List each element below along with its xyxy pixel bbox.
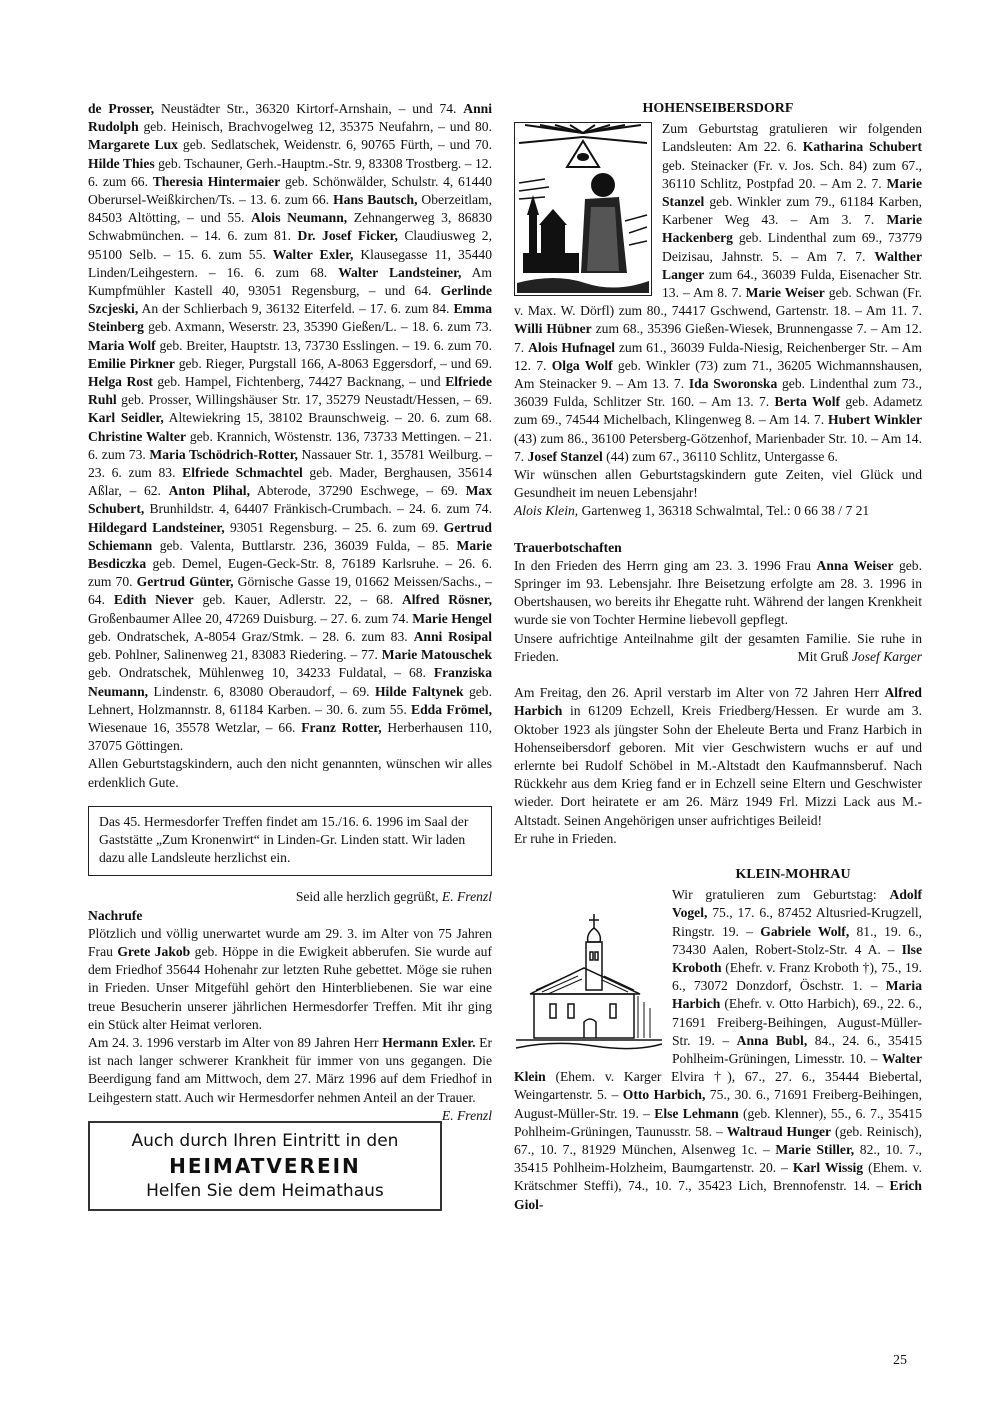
promo-line-2: HEIMATVEREIN xyxy=(169,1153,361,1178)
trauer-greeting-text: Mit Gruß xyxy=(797,648,849,664)
left-column xyxy=(88,100,492,1211)
meeting-notice-box xyxy=(88,806,492,877)
promo-line-1: Auch durch Ihren Eintritt in den xyxy=(131,1130,399,1151)
greeting-signature: E. Frenzl xyxy=(441,889,492,905)
trauer-sympathy-text: Unsere aufrichtige Anteilnahme gilt der gesamten Familie. Sie ruhe in Frieden. xyxy=(514,630,922,664)
obituary-grete-jakob: Plötzlich und völlig unerwartet wurde am 29. 3. im Alter von 75 Jahren Frau Grete Jakob geb. Höppe in die Ewigkeit abberufen. Sie wurde auf dem Friedhof 35644 Hohenahr zur letzten Ruhe gebettet. Möge sie ruhen in Frieden. Unser Mitgefühl gehört den Hinterbliebenen. Sie war eine treue Besucherin unserer jährlichen Hermesdorfer Treffen. Mit ihr ging ein Stück alter Heimat verloren. xyxy=(88,925,492,1032)
obituary-harbich-closing: Er ruhe in Frieden. xyxy=(514,830,617,846)
obituary-hermann-exler xyxy=(88,1034,493,1123)
birthday-closing: Allen Geburtstagskindern, auch den nicht genannten, wünschen wir alles erdenklich Gute. xyxy=(88,756,492,790)
church-illustration xyxy=(514,912,664,1052)
obituary-signature: E. Frenzl xyxy=(441,1107,492,1123)
obituary-hermann-exler-text: Am 24. 3. 1996 verstarb im Alter von 89 Jahren Herr Hermann Exler. Er ist nach langer schwerer Krankheit für immer von uns gegangen. Die Beerdigung fand am Mittwoch, dem 27. März 1996 auf dem Friedhof in Leihgestern statt. Auch wir Hermesdorfer nehmen Anteil an der Trauer. xyxy=(88,1034,493,1105)
hohenseibersdorf-signature xyxy=(514,502,922,520)
birthday-list: de Prosser, Neustädter Str., 36320 Kirtorf-Arnshain, – und 74. Anni Rudolph geb. Heinisch, Brachvogelweg 12, 35375 Neufahrn, – und 80. Margarete Lux geb. Sedlatschek, Weidenstr. 6, 90765 Fürth, – und 70. Hilde Thies geb. Tschauner, Gerh.-Hauptm.-Str. 9, 83308 Trostberg. – 12. 6. zum 66. Theresia Hintermaier geb. Schönwälder, Schulstr. 4, 61440 Oberursel-Weißkirchen/Ts. – 13. 6. zum 66. Hans Bautsch, Oberzeitlam, 84503 Altötting, – und 55. Alois Neumann, Zehnangerweg 3, 86830 Schwabmünchen. – 14. 6. zum 81. Dr. Josef Ficker, Claudiusweg 2, 95100 Selb. – 15. 6. zum 55. Walter Exler, Klausegasse 11, 35440 Linden/Leihgestern. – 16. 6. zum 68. Walter Landsteiner, Am Kumpfmühler Kastell 40, 93051 Regensburg, – und 64. Gerlinde Szcjeski, An der Schlierbach 9, 36132 Eiterfeld. – 17. 6. zum 84. Emma Steinberg geb. Axmann, Weserstr. 23, 35390 Gießen/L. – 18. 6. zum 73. Maria Wolf geb. Breiter, Hauptstr. 13, 73730 Esslingen. – 19. 6. zum 70. Emilie Pirkner geb. Rieger, Purgstall 166, A-8063 Eggersdorf, – und 69. Helga Rost geb. Hampel, Fichtenberg, 74427 Backnang, – und Elfriede Ruhl geb. Prosser, Willingshäuser Str. 17, 35279 Neustadt/Hessen, – 69. Karl Seidler, Altewiekring 15, 38102 Braunschweig. – 20. 6. zum 68. Christine Walter geb. Krannich, Wöstenstr. 136, 73733 Mettingen. – 21. 6. zum 73. Maria Tschödrich-Rotter, Nassauer Str. 1, 35781 Weilburg. – 23. 6. zum 83. Elfriede Schmachtel geb. Mader, Berghausen, 35614 Aßlar, – 62. Anton Plihal, Abterode, 37290 Eschwege, – 69. Max Schubert, Brunhildstr. 4, 64407 Fränkisch-Crumbach. – 24. 6. zum 74. Hildegard Landsteiner, 93051 Regensburg. – 25. 6. zum 69. Gertrud Schiemann geb. Valenta, Buttlarstr. 236, 36039 Fulda, – 85. Marie Besdiczka geb. Demel, Eugen-Geck-Str. 8, 76189 Karlsruhe. – 26. 6. zum 70. Gertrud Günter, Görnische Gasse 19, 01662 Meissen/Sachs., – 64. Edith Niever geb. Kauer, Adlerstr. 22, – 68. Alfred Rösner, Großenbaumer Allee 20, 47269 Duisburg. – 27. 6. zum 74. Marie Hengel geb. Ondratschek, A-8054 Graz/Stmk. – 28. 6. zum 83. Anni Rosipal geb. Pohlner, Salinenweg 21, 83083 Riedering. – 77. Marie Matouschek geb. Ondratschek, Mühlenweg 10, 34233 Fuldatal, – 68. Franziska Neumann, Lindenstr. 6, 83080 Oberaudorf, – 69. Hilde Faltynek geb. Lehnert, Holzmannstr. 8, 61184 Karben. – 30. 6. zum 55. Edda Frömel, Wiesenaue 16, 35578 Wetzlar, – 66. Franz Rotter, Herberhausen 110, 37075 Göttingen. xyxy=(88,101,493,754)
signature-address: Gartenweg 1, 36318 Schwalmtal, Tel.: 0 66 38 / 7 21 xyxy=(581,503,870,519)
hohenseibersdorf-wishes: Wir wünschen allen Geburtstagskindern gute Zeiten, viel Glück und Gesundheit im neuen Lebensjahr! xyxy=(514,467,922,501)
hohenseibersdorf-birthdays: Zum Geburtstag gratulieren wir folgenden Landsleuten: Am 22. 6. Katharina Schubert geb. Steinacker (Fr. v. Jos. Sch. 84) zum 67., 36110 Schlitz, Postpfad 20. – Am 2. 7. Marie Stanzel geb. Winkler zum 79., 61184 Karben, Karbener Weg 43. – Am 3. 7. Marie Hackenberg geb. Lindenthal zum 69., 73779 Deizisau, Jahnstr. 5. – Am 7. 7. Walther Langer zum 64., 36039 Fulda, Eisenacher Str. 13. – Am 8. 7. Marie Weiser geb. Schwan (Fr. v. Max. W. Dörfl) zum 80., 74417 Gschwend, Gartenstr. 18. – Am 11. 7. Willi Hübner zum 68., 35396 Gießen-Wiesek, Brunnengasse 7. – Am 12. 7. Alois Hufnagel zum 61., 36039 Fulda-Niesig, Reichenberger Str. – Am 12. 7. Olga Wolf geb. Winkler (73) zum 71., 36205 Wichmannshausen, Am Steinacker 9. – Am 13. 7. Ida Sworonska geb. Lindenthal zum 73., 36039 Fulda, Schlitzer Str. 160. – Am 13. 7. Berta Wolf geb. Adametz zum 69., 74544 Michelbach, Klingenweg 8. – Am 14. 7. Hubert Winkler (43) zum 86., 36100 Petersberg-Götzenhof, Marienbader Str. 10. – Am 14. 7. Josef Stanzel (44) zum 67., 36110 Schlitz, Untergasse 6. xyxy=(514,121,923,464)
klein-mohrau-birthdays: Wir gratulieren zum Geburtstag: Adolf Vogel, 75., 17. 6., 87452 Altusried-Krugzell, Ringstr. 19. – Gabriele Wolf, 81., 19. 6., 73430 Aalen, Robert-Stolz-Str. 4 A. – Ilse Kroboth (Ehefr. v. Franz Kroboth †), 75., 19. 6., 73072 Donzdorf, Öschstr. 1. – Maria Harbich (Ehefr. v. Otto Harbich), 69., 22. 6., 71691 Freiberg-Beihingen, August-Müller-Str. 19. – Anna Bubl, 84., 24. 6., 35415 Pohlheim-Grüningen, Limesstr. 10. – Walter Klein (Ehem. v. Karger Elvira †), 67., 27. 6., 35444 Biebertal, Weingartenstr. 5. – Otto Harbich, 75., 30. 6., 71691 Freiberg-Beihingen, August-Müller-Str. 19. – Else Lehmann (geb. Klenner), 55., 6. 7., 35415 Pohlheim-Grüningen, Taunusstr. 58. – Waltraud Hunger (geb. Reinisch), 67., 10. 7., 81929 München, Alsenweg 1c. – Marie Stiller, 82., 10. 7., 35415 Pohlheim-Holzheim, Baumgartenstr. 20. – Karl Wissig (Ehem. v. Krätschmer Steffi), 74., 10. 7., 35423 Lich, Brennofenstr. 14. – Erich Giol- xyxy=(514,887,923,1212)
right-column xyxy=(514,100,922,1214)
trauer-anna-weiser: In den Frieden des Herrn ging am 23. 3. 1996 Frau Anna Weiser geb. Springer im 93. Lebensjahr. Ihre Beisetzung erfolgte am 28. 3. 1996 in Obertshausen, wo bereits ihr Ehegatte ruht. Während der langen Krenkheit wurde sie von Tochter Hermine liebevoll gepflegt. xyxy=(514,557,922,628)
heimatverein-promo-box xyxy=(88,1121,442,1211)
obituary-alfred-harbich: Am Freitag, den 26. April verstarb im Alter von 72 Jahren Herr Alfred Harbich in 61209 Echzell, Kreis Friedberg/Hessen. Er wurde am 3. Oktober 1923 als jüngster Sohn der Eheleute Berta und Franz Harbich in Hohenseibersdorf geboren. Mit vier Geschwistern wuchs er auf und erlernte bei Rudolf Schöbel in M.-Altstadt den Kaufmannsberuf. Nach Rückkehr aus dem Krieg fand er in Echzell seine Eltern und Geschwister wieder. Dort heiratete er am 26. März 1949 Frl. Mizzi Lack aus M.-Altstadt. Seinen Angehörigen unser aufrichtiges Beileid! xyxy=(514,685,922,828)
page-number: 25 xyxy=(893,1353,907,1368)
obituaries-heading: Nachrufe xyxy=(88,907,143,923)
greeting-text: Seid alle herzlich gegrüßt, xyxy=(295,889,439,905)
promo-line-3: Helfen Sie dem Heimathaus xyxy=(146,1180,384,1201)
meeting-notice-text: Das 45. Hermesdorfer Treffen findet am 15./16. 6. 1996 im Saal der Gaststätte „Zum Kronenwirt“ in Linden-Gr. Linden statt. Wir laden dazu alle Landsleute herzlichst ein. xyxy=(99,813,469,866)
signature-name: Alois Klein, xyxy=(514,503,579,519)
trauer-sympathy xyxy=(514,630,922,666)
trauer-heading: Trauerbotschaften xyxy=(514,539,622,555)
greeting-line xyxy=(88,888,492,906)
klein-mohrau-heading: KLEIN-MOHRAU xyxy=(735,866,851,882)
trauer-signature: Josef Karger xyxy=(851,648,922,664)
trauer-greeting xyxy=(798,648,923,666)
woodcut-saint-illustration xyxy=(514,122,652,296)
hohenseibersdorf-heading: HOHENSEIBERSDORF xyxy=(642,101,794,116)
